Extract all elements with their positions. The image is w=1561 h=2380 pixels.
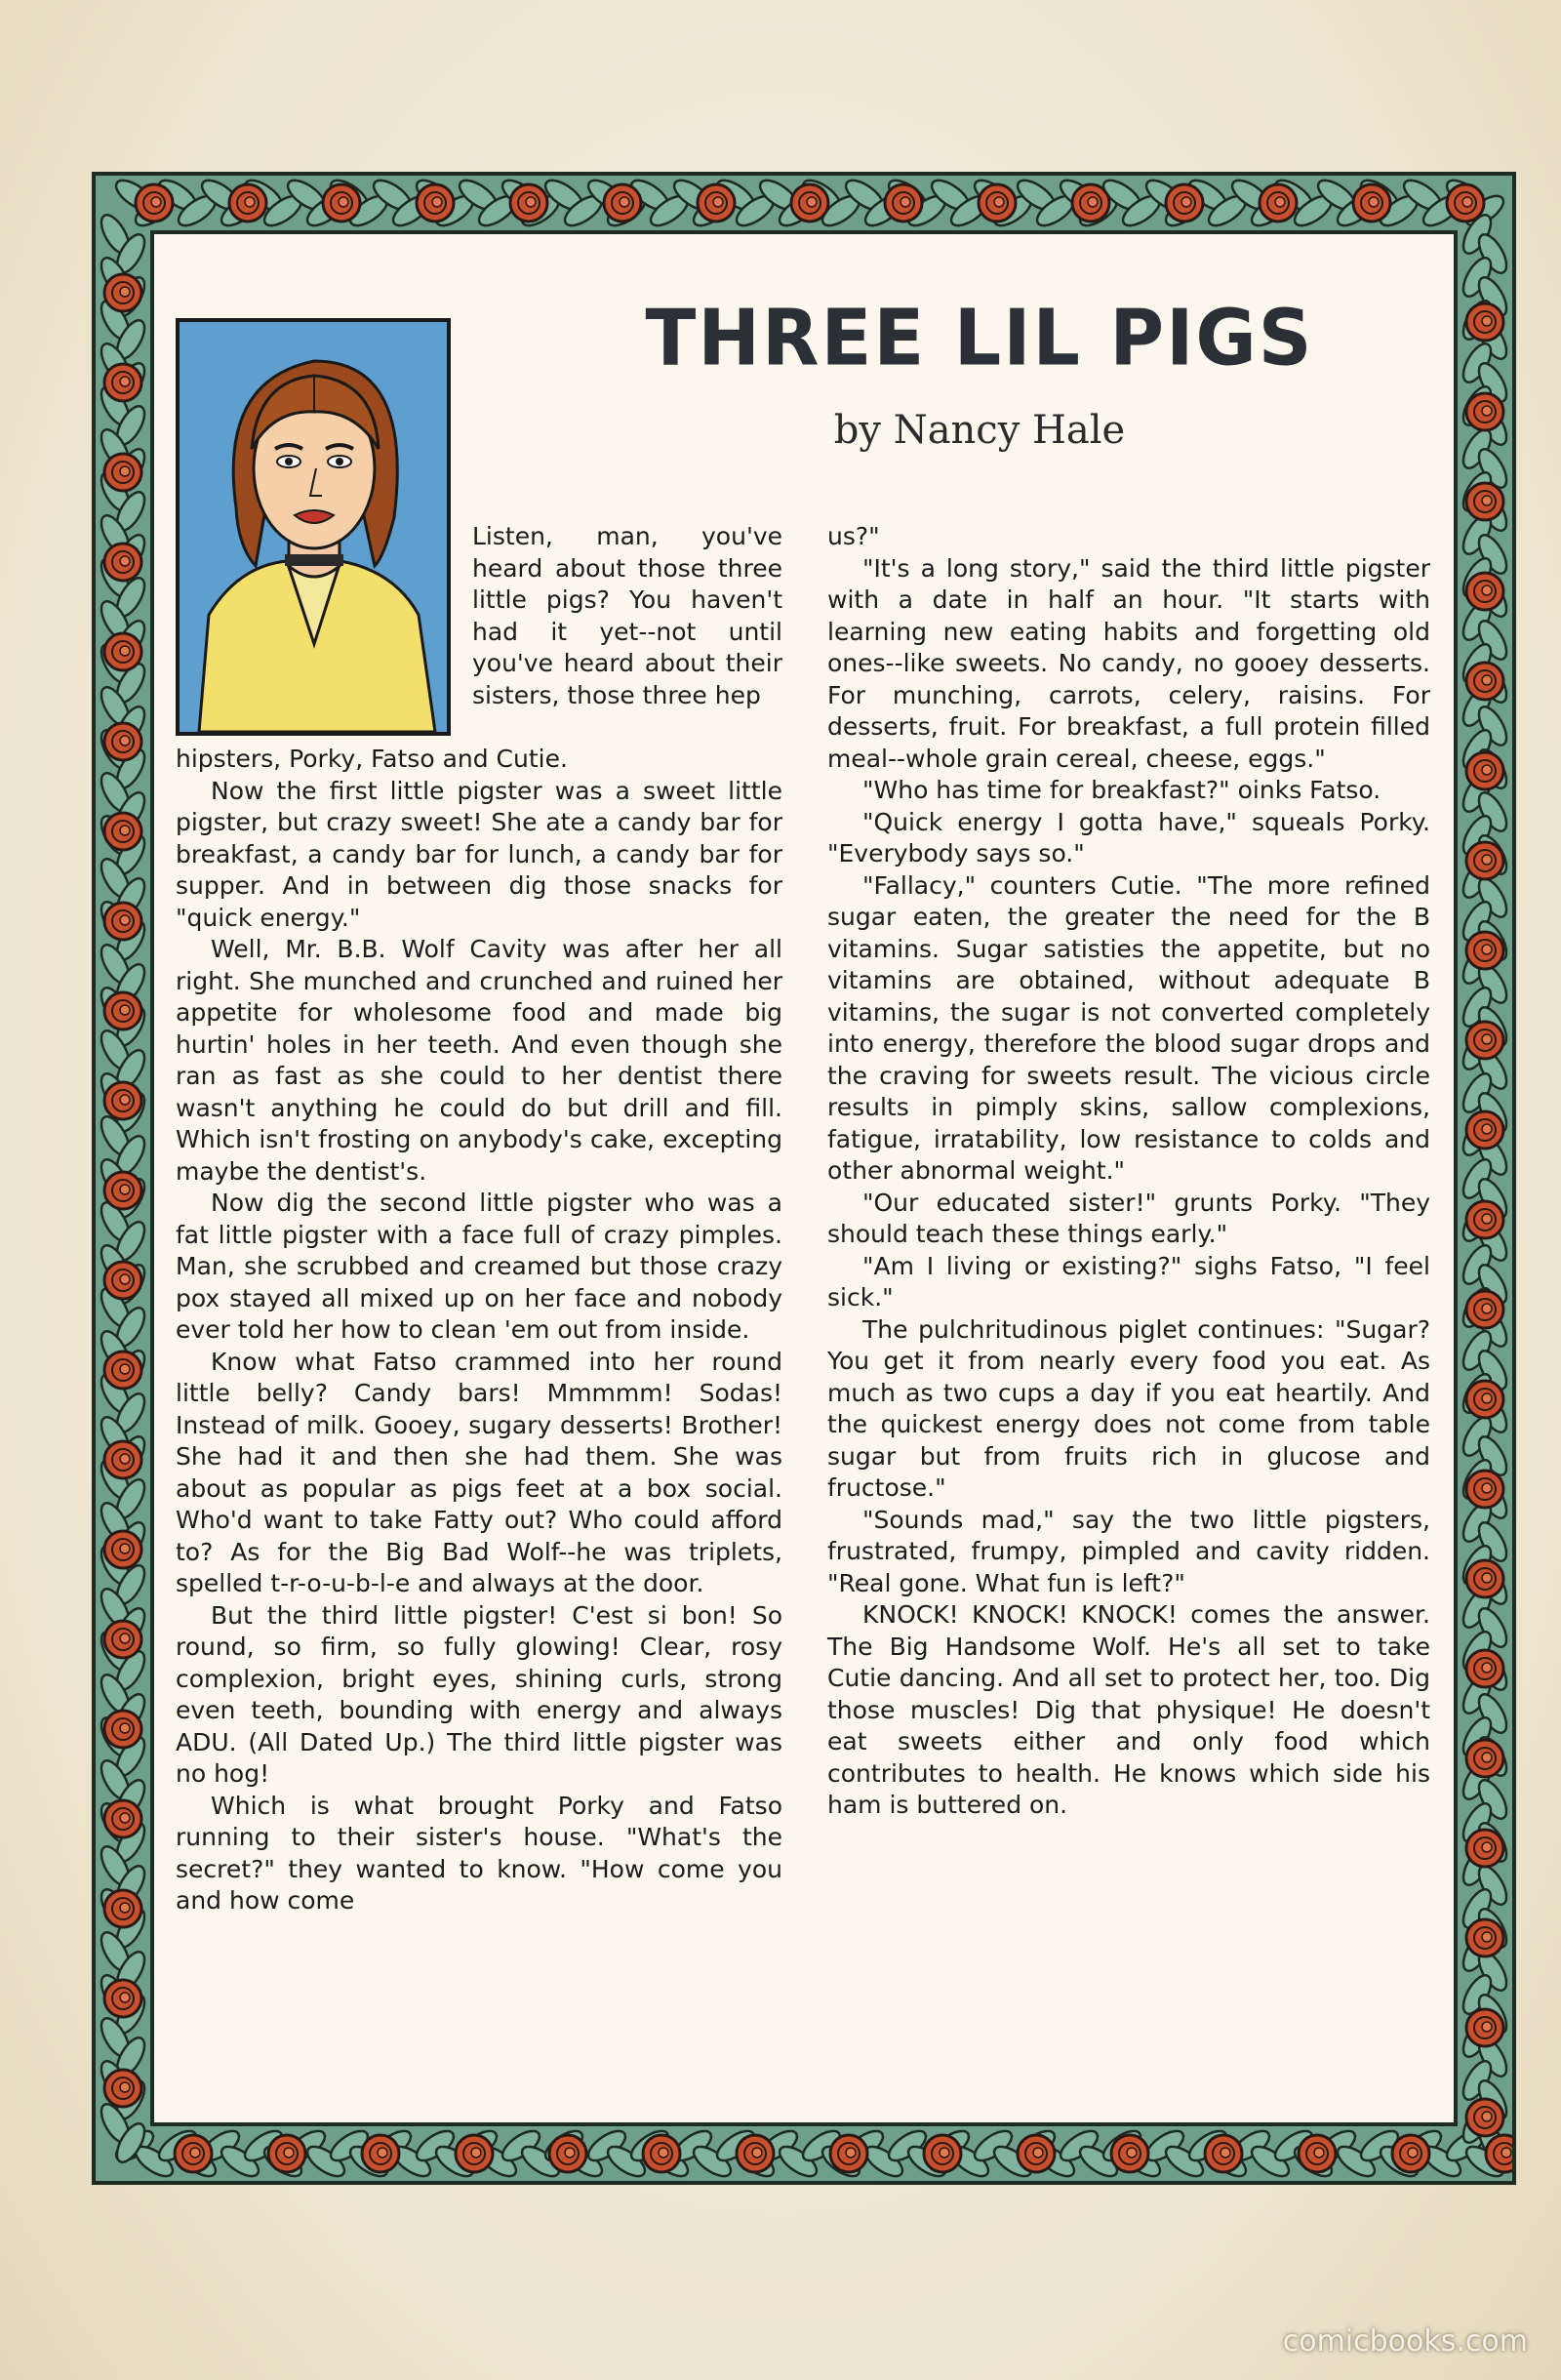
story-paragraph: Well, Mr. B.B. Wolf Cavity was after her all right. She munched and crunched and ruined her appetite for wholesome food and made big hurtin' holes in her teeth. And even though she ran as fast as she could to her dentist there wasn't anything he could do but drill and fill. Which isn't frosting on anybody's cake, excepting maybe the dentist's. — [176, 935, 782, 1186]
story-paragraph: Now the first little pigster was a sweet little pigster, but crazy sweet! She ate a candy bar for breakfast, a candy bar for lunch, a candy bar for supper. And in between dig those snacks for "quick energy." — [176, 776, 782, 932]
site-watermark: comicbooks.com — [1282, 2324, 1528, 2359]
story-paragraph: "Our educated sister!" grunts Porky. "They should teach these things early." — [827, 1188, 1430, 1248]
story-paragraph: Know what Fatso crammed into her round little belly? Candy bars! Mmmmm! Sodas! Instead of milk. Gooey, sugary desserts! Brother! She had it and then she had them. She was about as popular as pigs feet at a box social. Who'd want to take Fatty out? Who could afford to? As for the Big Bad Wolf--he was triplets, spelled t-r-o-u-b-l-e and always at the door. — [176, 1347, 782, 1597]
story-paragraph: "Fallacy," counters Cutie. "The more refined sugar eaten, the greater the need for the B vitamins. Sugar satisties the appetite, but no vitamins are obtained, without adequate B vitamins, the sugar is not converted completely into energy, therefore the blood sugar drops and the craving for sweets result. The vicious circle results in pimply skins, sallow complexions, fatigue, irratability, low resistance to colds and other abnormal weight." — [827, 870, 1430, 1185]
story-byline: by Nancy Hale — [833, 408, 1126, 453]
story-title: THREE LIL PIGS — [645, 291, 1314, 383]
story-paragraph: us?" — [827, 522, 880, 550]
right-text-column — [827, 521, 1430, 1822]
story-paragraph: KNOCK! KNOCK! KNOCK! comes the answer. The Big Handsome Wolf. He's all set to take Cutie dancing. And all set to protect her, too. Dig those muscles! Dig that physique! He doesn't eat sweets either and only food which contributes to health. He knows which side his ham is buttered on. — [827, 1600, 1430, 1819]
author-portrait — [176, 318, 451, 736]
story-paragraph: "Am I living or existing?" sighs Fatso, "I feel sick." — [827, 1251, 1430, 1311]
story-paragraph: But the third little pigster! C'est si bon! So round, so firm, so fully glowing! Clear, rosy complexion, bright eyes, shining curls, strong even teeth, bounding with energy and always ADU. (All Dated Up.) The third little pigster was no hog! — [176, 1600, 782, 1788]
left-text-column — [176, 744, 782, 1917]
story-paragraph: Now dig the second little pigster who was a fat little pigster with a face full of crazy pimples. Man, she scrubbed and creamed but those crazy pox stayed all mixed up on her face and nobody ever told her how to clean 'em out from inside. — [176, 1189, 782, 1344]
story-panel — [170, 250, 1438, 2108]
story-paragraph: The pulchritudinous piglet continues: "Sugar? You get it from nearly every food you eat. As much as two cups a day if you eat heartily. And the quickest energy does not come from table sugar but from fruits rich in glucose and fructose." — [827, 1314, 1430, 1502]
story-paragraph: "Sounds mad," say the two little pigsters, frustrated, frumpy, pimpled and cavity ridden. "Real gone. What fun is left?" — [827, 1505, 1430, 1597]
story-paragraph: Listen, man, you've heard about those three little pigs? You haven't had it yet--not until you've heard about their sisters, those three hep — [472, 522, 782, 709]
story-paragraph: "Who has time for breakfast?" oinks Fatso. — [862, 776, 1381, 804]
story-paragraph: Which is what brought Porky and Fatso running to their sister's house. "What's the secret?" they wanted to know. "How come you and how come — [176, 1791, 782, 1915]
story-paragraph: "It's a long story," said the third little pigster with a date in half an hour. "It starts with learning new eating habits and forgetting old ones--like sweets. No candy, no gooey desserts. For munching, carrots, celery, raisins. For desserts, fruit. For breakfast, a full protein filled meal--whole grain cereal, cheese, eggs." — [827, 553, 1430, 773]
story-paragraph: "Quick energy I gotta have," squeals Porky. "Everybody says so." — [827, 807, 1430, 867]
intro-paragraph-beside-portrait — [472, 521, 782, 711]
story-paragraph: hipsters, Porky, Fatso and Cutie. — [176, 745, 568, 773]
